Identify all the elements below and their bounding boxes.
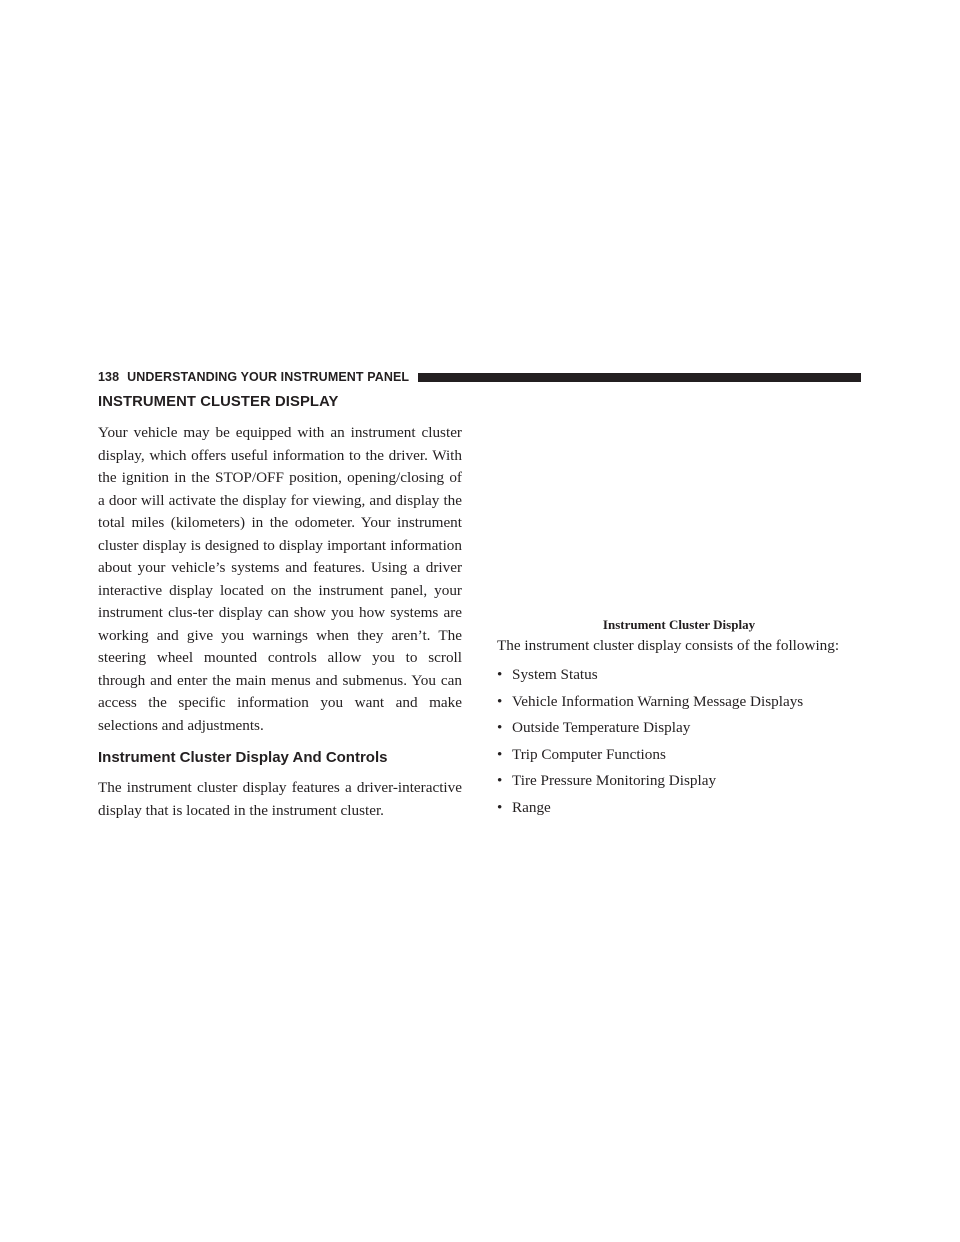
page-header — [98, 369, 861, 385]
list-item — [497, 768, 861, 795]
controls-paragraph: The instrument cluster display features a driver-interactive display that is located in the instrument cluster. — [98, 779, 462, 819]
figure — [497, 393, 861, 635]
list-item-label: Tire Pressure Monitoring Display — [512, 772, 717, 790]
list-item-label: System Status — [512, 666, 598, 683]
page-number: 138 — [98, 370, 120, 384]
bullet-icon: • — [497, 719, 503, 737]
list-item — [497, 689, 861, 716]
main-heading: INSTRUMENT CLUSTER DISPLAY — [98, 394, 339, 410]
bullet-icon: • — [497, 666, 503, 683]
right-column — [497, 393, 861, 822]
bullet-icon: • — [497, 772, 503, 790]
figure-caption: Instrument Cluster Display — [602, 617, 756, 632]
list-item — [497, 742, 861, 769]
list-item-label: Outside Temperature Display — [512, 719, 691, 737]
list-item — [497, 795, 861, 822]
intro-paragraph: Your vehicle may be equipped with an instrument cluster display, which offers useful information to the driver. With the ignition in the STOP/OFF position, opening/closing of a door will activate the display for viewing, and display the total miles (kilometers) in the odometer. Your instrument cluster display is designed to display important information about your vehicle’s systems and features. Using a driver interactive display located on the instrument panel, your instrument clus-ter display can show you how systems are working and give you warnings when they aren’t. The steering wheel mounted controls allow you to scroll through and enter the main menus and submenus. You can access the specific information you want and make selections and adjustments. — [98, 424, 462, 734]
bullet-icon: • — [497, 692, 503, 710]
list-item-label: Range — [512, 798, 551, 816]
list-item — [497, 662, 861, 689]
bullet-icon: • — [497, 745, 503, 763]
feature-list — [497, 662, 861, 822]
header-rule — [418, 373, 861, 382]
section-title: UNDERSTANDING YOUR INSTRUMENT PANEL — [127, 370, 410, 384]
list-intro: The instrument cluster display consists of the following: — [497, 637, 840, 654]
left-column — [98, 393, 462, 822]
sub-heading: Instrument Cluster Display And Controls — [98, 749, 388, 766]
list-item-label: Trip Computer Functions — [512, 745, 666, 763]
list-item — [497, 715, 861, 742]
bullet-icon: • — [497, 798, 503, 816]
list-item-label: Vehicle Information Warning Message Displays — [512, 692, 804, 710]
